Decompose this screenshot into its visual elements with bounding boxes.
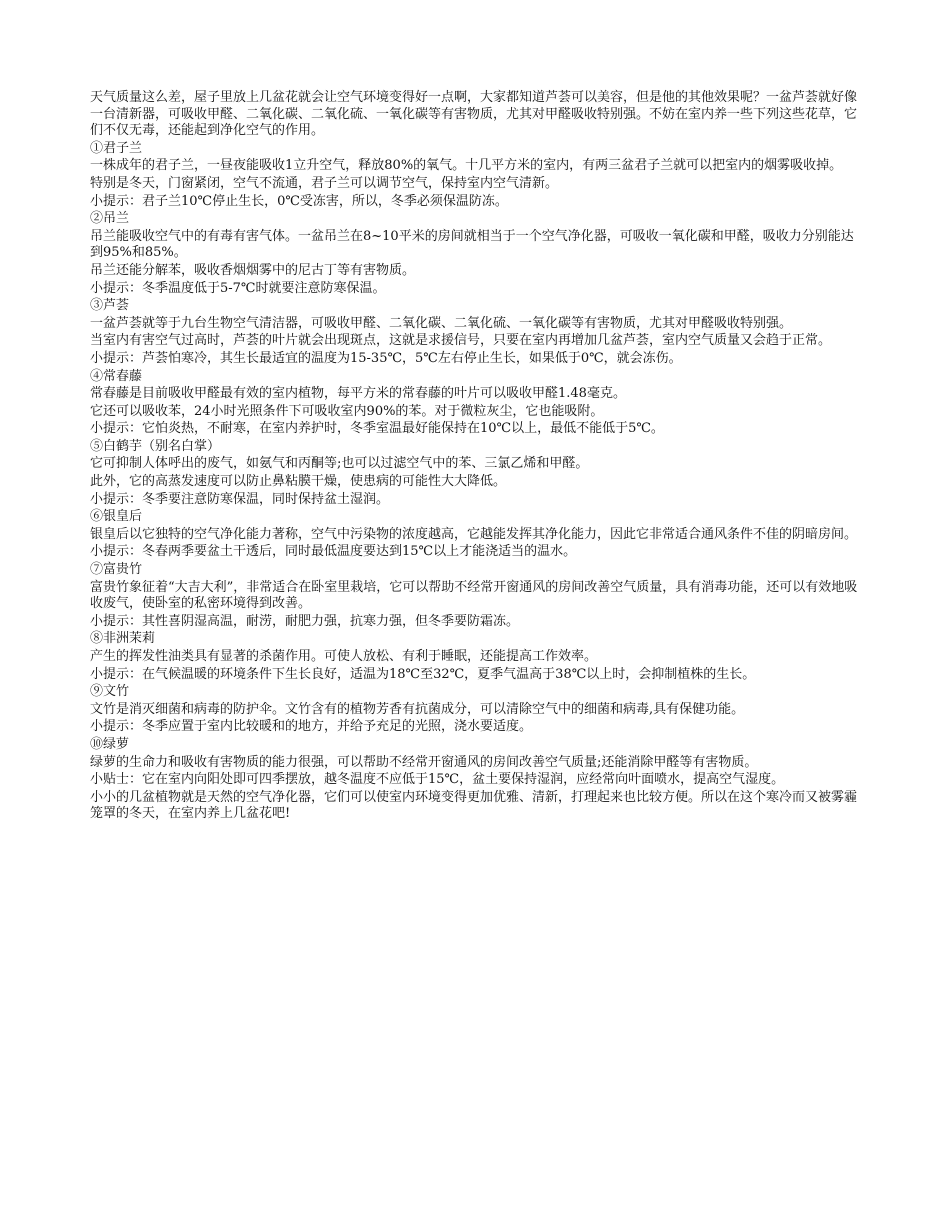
tip-paragraph: 小提示：冬春两季要盆土干透后，同时最低温度要达到15℃以上才能浇适当的温水。 (90, 544, 577, 560)
tip-paragraph: 小提示：其性喜阴湿高温，耐涝，耐肥力强，抗寒力强，但冬季要防霜冻。 (90, 613, 520, 629)
paragraph: 文竹是消灭细菌和病毒的防护伞。文竹含有的植物芳香有抗菌成分，可以清除空气中的细菌和病毒,具有保健功能。 (90, 701, 745, 717)
paragraph: 特别是冬天，门窗紧闭，空气不流通，君子兰可以调节空气，保持室内空气清新。 (90, 175, 559, 191)
paragraph: 富贵竹象征着“大吉大利”，非常适合在卧室里栽培，它可以帮助不经常开窗通风的房间改善空气质量，具有消毒功能，还可以有效地吸收废气，使卧室的私密环境得到改善。 (90, 579, 858, 612)
paragraph: 产生的挥发性油类具有显著的杀菌作用。可使人放松、有利于睡眠，还能提高工作效率。 (90, 649, 598, 664)
document-body (90, 90, 862, 824)
tip-paragraph: 小提示：君子兰10℃停止生长，0℃受冻害，所以，冬季必须保温防冻。 (90, 193, 508, 209)
section-heading-baiheyu: ⑤白鹤芋（别名白掌） (90, 438, 221, 454)
section-heading-yinhuanghou: ⑥银皇后 (90, 509, 143, 525)
section-heading-luhui: ③芦荟 (90, 298, 130, 314)
paragraph: 银皇后以它独特的空气净化能力著称，空气中污染物的浓度越高，它越能发挥其净化能力，因此它非常适合通风条件不佳的阴暗房间。 (90, 526, 858, 542)
paragraph: 当室内有害空气过高时，芦荟的叶片就会出现斑点，这就是求援信号，只要在室内再增加几盆芦荟，室内空气质量又会趋于正常。 (90, 333, 832, 349)
tip-paragraph: 小提示：芦荟怕寒冷，其生长最适宜的温度为15-35℃，5℃左右停止生长，如果低于0℃，就会冻伤。 (90, 350, 682, 366)
section-heading-wenzhu: ⑨文竹 (90, 684, 130, 700)
tip-paragraph: 小提示：冬季应置于室内比较暖和的地方，并给予充足的光照，浇水要适度。 (90, 719, 533, 735)
section-heading-changchunteng: ④常春藤 (90, 368, 143, 384)
tip-paragraph: 小提示：冬季温度低于5-7℃时就要注意防寒保温。 (90, 280, 386, 296)
tip-paragraph: 小贴士：它在室内向阳处即可四季摆放，越冬温度不应低于15℃，盆土要保持湿润，应经常向叶面喷水，提高空气湿度。 (90, 772, 785, 788)
section-heading-lvluo: ⑩绿萝 (90, 736, 130, 752)
paragraph: 绿萝的生命力和吸收有害物质的能力很强，可以帮助不经常开窗通风的房间改善空气质量;还能消除甲醛等有害物质。 (90, 754, 758, 770)
intro-paragraph: 天气质量这么差，屋子里放上几盆花就会让空气环境变得好一点啊，大家都知道芦荟可以美容，但是他的其他效果呢？一盆芦荟就好像一台清新器，可吸收甲醛、二氧化碳、二氧化硫、一氧化碳等有害物质，尤其对甲醛吸收特别强。不妨在室内养一些下列这些花草，它们不仅无毒，还能起到净化空气的作用。 (90, 90, 858, 139)
section-heading-diaolan: ②吊兰 (90, 211, 130, 227)
paragraph: 此外，它的高蒸发速度可以防止鼻粘膜干燥，使患病的可能性大大降低。 (90, 474, 507, 490)
paragraph: 它还可以吸收苯，24小时光照条件下可吸收室内90%的苯。对于微粒灰尘，它也能吸附。 (90, 403, 604, 419)
paragraph: 吊兰还能分解苯，吸收香烟烟雾中的尼古丁等有害物质。 (90, 262, 416, 278)
section-heading-fuguizhu: ⑦富贵竹 (90, 562, 143, 578)
section-heading-feizhoumoli: ⑧非洲茉莉 (90, 631, 156, 647)
paragraph: 一盆芦荟就等于九台生物空气清洁器，可吸收甲醛、二氧化碳、二氧化硫、一氧化碳等有害物质，尤其对甲醛吸收特别强。 (90, 315, 793, 331)
closing-paragraph: 小小的几盆植物就是天然的空气净化器，它们可以使室内环境变得更加优雅、清新，打理起来也比较方便。所以在这个寒冷而又被雾霾笼罩的冬天，在室内养上几盆花吧! (90, 789, 858, 822)
paragraph: 它可抑制人体呼出的废气，如氨气和丙酮等;也可以过滤空气中的苯、三氯乙烯和甲醛。 (90, 456, 589, 472)
tip-paragraph: 小提示：它怕炎热，不耐寒，在室内养护时，冬季室温最好能保持在10℃以上，最低不能低于5℃。 (90, 421, 664, 437)
tip-paragraph: 小提示：冬季要注意防寒保温，同时保持盆土湿润。 (90, 491, 390, 507)
paragraph: 常春藤是目前吸收甲醛最有效的室内植物，每平方米的常春藤的叶片可以吸收甲醛1.48毫克。 (90, 386, 626, 402)
paragraph: 一株成年的君子兰，一昼夜能吸收1立升空气，释放80%的氧气。十几平方米的室内，有两三盆君子兰就可以把室内的烟雾吸收掉。 (90, 158, 843, 174)
tip-paragraph: 小提示：在气候温暖的环境条件下生长良好，适温为18℃至32℃，夏季气温高于38℃以上时，会抑制植株的生长。 (90, 666, 756, 682)
paragraph: 吊兰能吸收空气中的有毒有害气体。一盆吊兰在8~10平米的房间就相当于一个空气净化器，可吸收一氧化碳和甲醛，吸收力分别能达到95%和85%。 (90, 228, 854, 261)
section-heading-junzilan: ①君子兰 (90, 140, 143, 156)
